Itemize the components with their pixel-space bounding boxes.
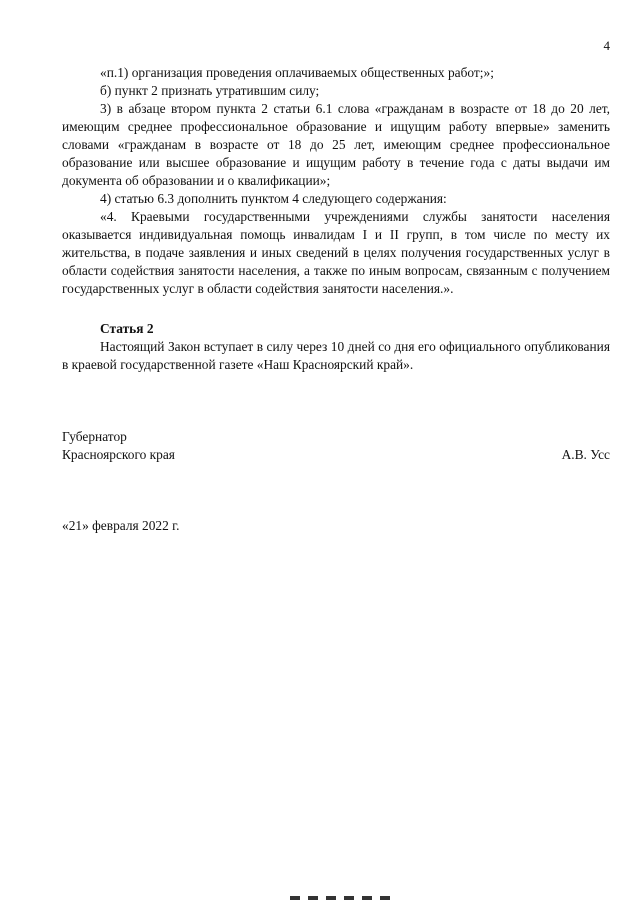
article-heading: Статья 2: [100, 321, 154, 336]
document-body: [62, 64, 610, 374]
paragraph: «п.1) организация проведения оплачиваемых общественных работ;»;: [100, 65, 494, 80]
page-number: 4: [603, 38, 610, 53]
footer-stamp-marks: [290, 896, 410, 905]
document-date: «21» февраля 2022 г.: [62, 518, 180, 533]
article-text: Настоящий Закон вступает в силу через 10 дней со дня его официального опубликования в краевой государственной газете «Наш Красноярский край».: [62, 339, 610, 372]
signature-block: [62, 428, 610, 464]
paragraph: 4) статью 6.3 дополнить пунктом 4 следующего содержания:: [100, 191, 447, 206]
paragraph: б) пункт 2 признать утратившим силу;: [100, 83, 320, 98]
paragraph: 3) в абзаце втором пункта 2 статьи 6.1 слова «гражданам в возрасте от 18 до 20 лет, имеющим среднее профессиональное образование и ищущим работу впервые» заменить словами «гражданам в возрасте от 18 до 25 лет, имеющим среднее профессиональное образование или высшее образование и ищущим работу в течение года с даты выдачи им документа об образовании и о квалификации»;: [62, 101, 610, 188]
paragraph: «4. Краевыми государственными учреждениями службы занятости населения оказывается индивидуальная помощь инвалидам I и II групп, в том числе по месту их жительства, в подаче заявления и иных сведений в целях получения государственных услуг в области содействия занятости населения, а также по иным вопросам, связанным с получением государственных услуг в области содействия занятости населения.».: [62, 209, 610, 296]
signer-name: А.В. Усс: [561, 447, 610, 462]
signer-region: Красноярского края: [62, 447, 175, 462]
signer-position: Губернатор: [62, 429, 127, 444]
